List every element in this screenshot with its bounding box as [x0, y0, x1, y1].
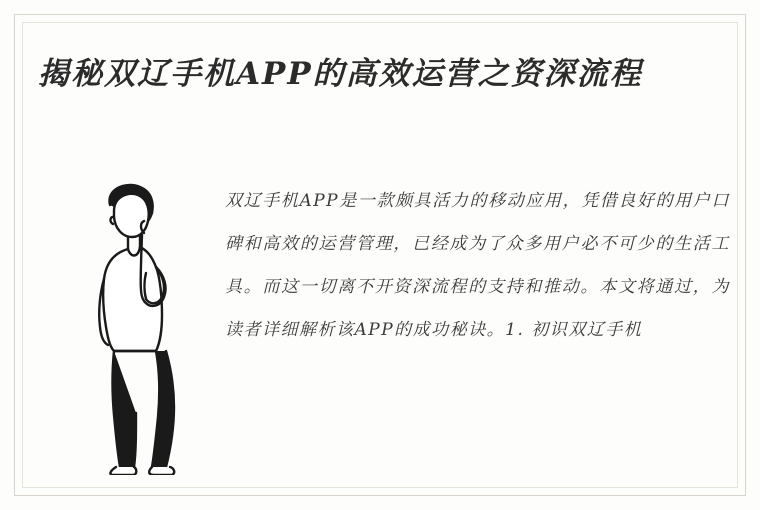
- page-title: 揭秘双辽手机APP的高效运营之资深流程: [38, 56, 643, 92]
- article-body: 双辽手机APP是一款颇具活力的移动应用，凭借良好的用户口碑和高效的运营管理，已经成为了众多用户必不可少的生活工具。而这一切离不开资深流程的支持和推动。本文将通过，为读者详细解析该APP的成功秘诀。1. 初识双辽手机: [225, 191, 730, 340]
- standing-person-illustration: [70, 175, 200, 475]
